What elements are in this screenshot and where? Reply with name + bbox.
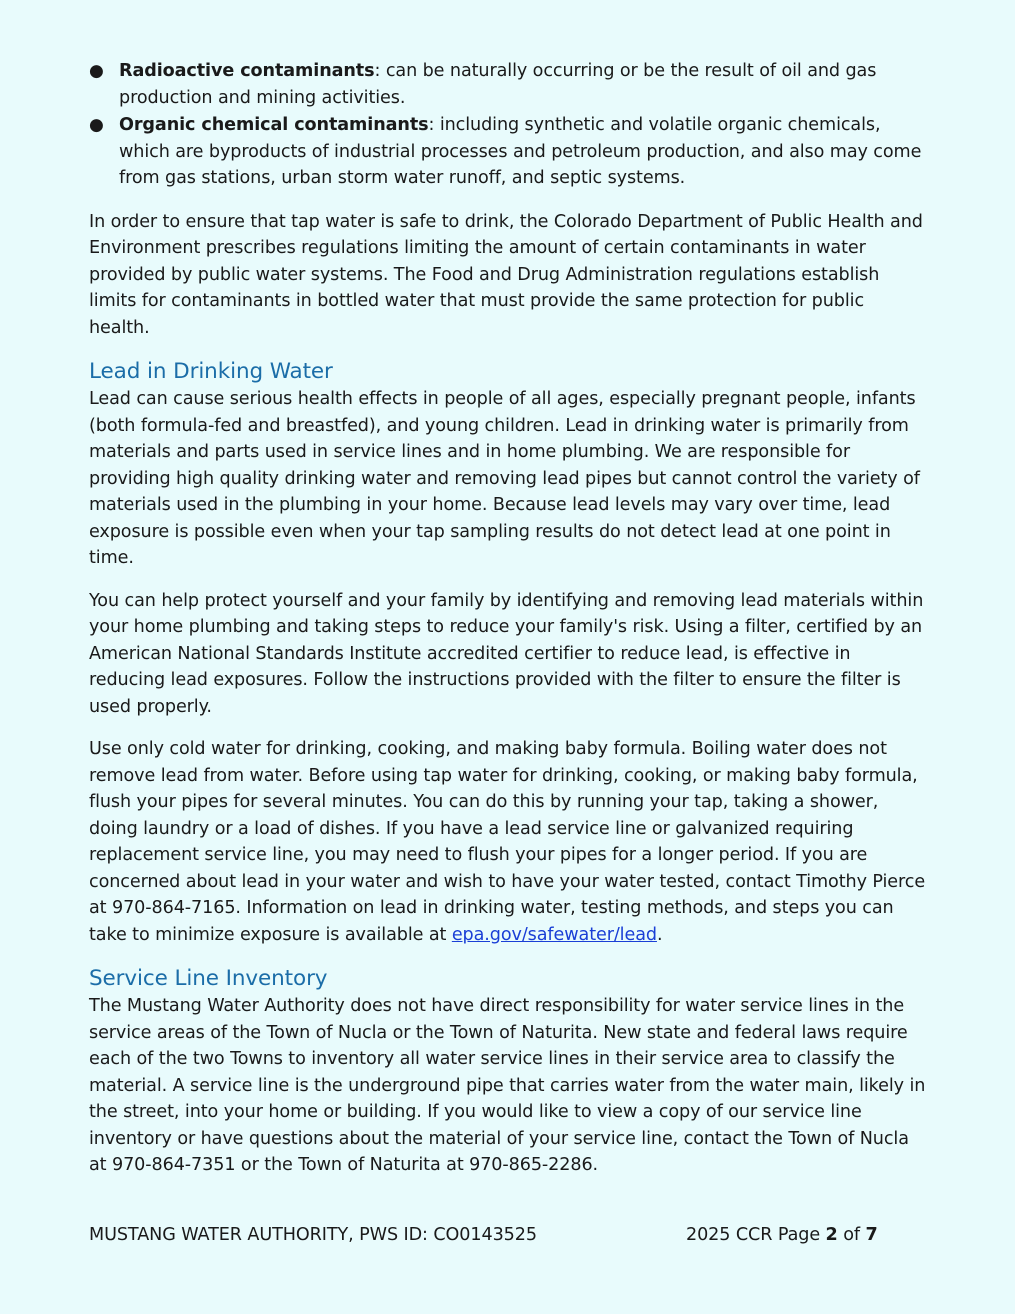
service-line-heading: Service Line Inventory [89,966,328,991]
footer-page-total: 7 [865,1225,878,1245]
lead-paragraph-2: You can help protect yourself and your family by identifying and removing lead materials within your home plumbing and taking steps to reduce your family's risk. Using a filter, certified by an American National Standards Institute accredited certifier to reduce lead, is effective in reducing lead exposures. Follow the instructions provided with the filter to ensure the filter is used properly. [89,590,924,717]
list-item [89,58,929,111]
footer-page-of: of [837,1225,866,1245]
lead-section-heading: Lead in Drinking Water [89,359,333,384]
page-content [89,58,929,1179]
bullet-text: : can be naturally occurring or be the result of oil and gas production and mining activities. [119,61,877,108]
contaminant-list [89,58,929,192]
footer-authority: MUSTANG WATER AUTHORITY, PWS ID: CO0143525 [89,1225,537,1245]
bullet-text: : including synthetic and volatile organic chemicals, which are byproducts of industrial processes and petroleum production, and also may come from gas stations, urban storm water runoff, and septic systems. [119,115,922,188]
lead-paragraph-3-text: Use only cold water for drinking, cooking, and making baby formula. Boiling water does not remove lead from water. Before using tap water for drinking, cooking, or making baby formula, flush your pipes for several minutes. You can do this by running your tap, taking a shower, doing laundry or a load of dishes. If you have a lead service line or galvanized requiring replacement service line, you may need to flush your pipes for a longer period. If you are concerned about lead in your water and wish to have your water tested, contact Timothy Pierce at 970-864-7165. Information on lead in drinking water, testing methods, and steps you can take to minimize exposure is available at [89,739,926,945]
epa-lead-link[interactable]: epa.gov/safewater/lead [451,924,657,945]
service-line-paragraph: The Mustang Water Authority does not have direct responsibility for water service lines in the service areas of the Town of Nucla or the Town of Naturita. New state and federal laws require each of the two Towns to inventory all water service lines in their service area to classify the material. A service line is the underground pipe that carries water from the water main, likely in the street, into your home or building. If you would like to view a copy of our service line inventory or have questions about the material of your service line, contact the Town of Nucla at 970-864-7351 or the Town of Naturita at 970-865-2286. [89,996,926,1175]
bullet-term: Radioactive contaminants [119,61,375,81]
footer-page-current: 2 [825,1225,838,1245]
footer-page-prefix: 2025 CCR Page [686,1225,826,1245]
intro-paragraph: In order to ensure that tap water is safe to drink, the Colorado Department of Public Health and Environment prescribes regulations limiting the amount of certain contaminants in water provided by public water systems. The Food and Drug Administration regulations establish limits for contaminants in bottled water that must provide the same protection for public health. [89,211,923,338]
footer-page-number [686,1223,878,1247]
lead-paragraph-1: Lead can cause serious health effects in people of all ages, especially pregnant people, infants (both formula-fed and breastfed), and young children. Lead in drinking water is primarily from materials and parts used in service lines and in home plumbing. We are responsible for providing high quality drinking water and removing lead pipes but cannot control the variety of materials used in the plumbing in your home. Because lead levels may vary over time, lead exposure is possible even when your tap sampling results do not detect lead at one point in time. [89,389,920,568]
lead-paragraph-3 [89,736,929,948]
lead-paragraph-3-end: . [656,924,663,945]
bullet-term: Organic chemical contaminants [119,115,429,135]
list-item [89,112,929,192]
bullet-icon: ● [89,61,104,81]
bullet-icon: ● [89,115,104,135]
